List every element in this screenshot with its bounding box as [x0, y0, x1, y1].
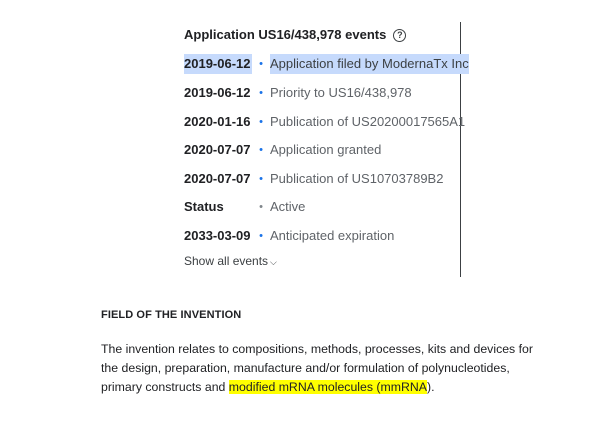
show-all-events-link[interactable] — [184, 254, 277, 268]
events-title-text: Application US16/438,978 events — [184, 27, 387, 42]
bullet-icon: • — [259, 201, 263, 213]
bullet-icon: • — [259, 58, 263, 70]
event-date: 2019-06-12 — [184, 54, 252, 74]
event-row — [184, 140, 381, 160]
event-description: Publication of US20200017565A1 — [270, 114, 466, 129]
bullet-icon: • — [259, 87, 263, 99]
event-description: Application filed by ModernaTx Inc — [270, 54, 469, 74]
help-circle-icon[interactable]: ? — [393, 29, 406, 42]
paragraph-text-end: ). — [426, 380, 435, 394]
event-date: 2020-01-16 — [184, 114, 251, 129]
event-date: 2020-07-07 — [184, 142, 251, 157]
description-paragraph — [101, 340, 551, 397]
event-row — [184, 54, 469, 74]
event-description: Anticipated expiration — [270, 228, 395, 243]
event-row — [184, 226, 394, 246]
events-title — [184, 27, 406, 42]
section-heading: FIELD OF THE INVENTION — [101, 309, 242, 321]
event-row — [184, 169, 443, 189]
show-all-label: Show all events — [184, 254, 269, 268]
event-date: 2033-03-09 — [184, 228, 251, 243]
event-description: Publication of US10703789B2 — [270, 171, 444, 186]
events-panel — [184, 22, 469, 277]
status-label: Status — [184, 199, 224, 214]
chevron-down-icon: ⌵ — [270, 257, 277, 267]
event-description: Application granted — [270, 142, 382, 157]
event-description: Priority to US16/438,978 — [270, 85, 412, 100]
bullet-icon: • — [259, 230, 263, 242]
paragraph-text: The invention relates to compositions, methods, processes, kits and devices for the design, preparation, manufacture and/or formulation of polynucleotides, primary constructs and — [101, 342, 533, 394]
event-date: 2020-07-07 — [184, 171, 251, 186]
event-date: 2019-06-12 — [184, 85, 251, 100]
event-row-status — [184, 197, 305, 217]
bullet-icon: • — [259, 116, 263, 128]
highlighted-text: modified mRNA molecules (mmRNA — [228, 380, 427, 394]
bullet-icon: • — [259, 173, 263, 185]
event-row — [184, 112, 465, 132]
event-row — [184, 83, 412, 103]
bullet-icon: • — [259, 144, 263, 156]
status-value: Active — [270, 199, 306, 214]
